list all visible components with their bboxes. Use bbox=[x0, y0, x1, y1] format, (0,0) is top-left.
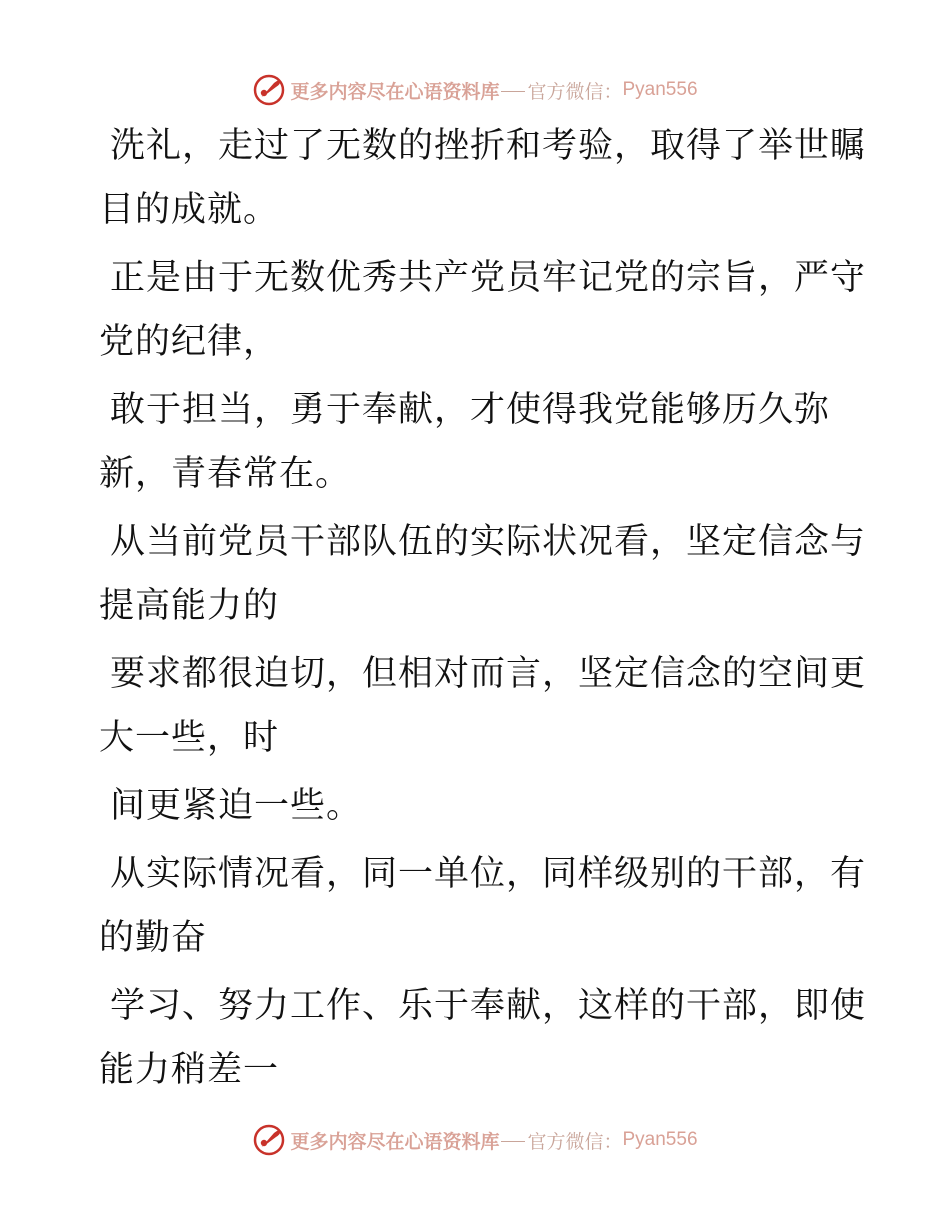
body-line: 从实际情况看，同一单位，同样级别的干部，有 bbox=[110, 854, 867, 894]
banner-wechat-label: 官方微信： bbox=[527, 1130, 623, 1153]
body-line: 大一些，时 bbox=[99, 718, 280, 758]
body-line: 能力稍差一 bbox=[99, 1050, 280, 1090]
banner-title: 更多内容尽在心语资料库 bbox=[290, 1130, 500, 1153]
body-line: 目的成就。 bbox=[99, 190, 280, 230]
body-line: 新，青春常在。 bbox=[99, 454, 352, 494]
banner-wechat-id: Pyan556 bbox=[622, 79, 698, 100]
quill-pen-logo-icon bbox=[252, 1123, 286, 1157]
footer-watermark-banner bbox=[0, 1118, 950, 1162]
body-line: 从当前党员干部队伍的实际状况看，坚定信念与 bbox=[110, 522, 867, 562]
body-line: 要求都很迫切，但相对而言，坚定信念的空间更 bbox=[110, 654, 867, 694]
body-line: 党的纪律， bbox=[99, 322, 280, 362]
body-line: 学习、努力工作、乐于奉献，这样的干部，即使 bbox=[110, 986, 867, 1026]
banner-dash bbox=[501, 1141, 525, 1142]
body-line: 正是由于无数优秀共产党员牢记党的宗旨，严守 bbox=[110, 258, 867, 298]
banner-dash bbox=[501, 91, 525, 92]
header-watermark-banner bbox=[0, 68, 950, 112]
banner-wechat-id: Pyan556 bbox=[622, 1129, 698, 1150]
body-line: 的勤奋 bbox=[99, 918, 208, 958]
banner-title: 更多内容尽在心语资料库 bbox=[290, 80, 500, 103]
banner-wechat-label: 官方微信： bbox=[527, 80, 623, 103]
body-line: 提高能力的 bbox=[99, 586, 280, 626]
quill-pen-logo-icon bbox=[252, 73, 286, 107]
body-line: 间更紧迫一些。 bbox=[110, 786, 363, 826]
body-line: 敢于担当，勇于奉献，才使得我党能够历久弥 bbox=[110, 390, 831, 430]
body-line: 洗礼，走过了无数的挫折和考验，取得了举世瞩 bbox=[110, 126, 867, 166]
